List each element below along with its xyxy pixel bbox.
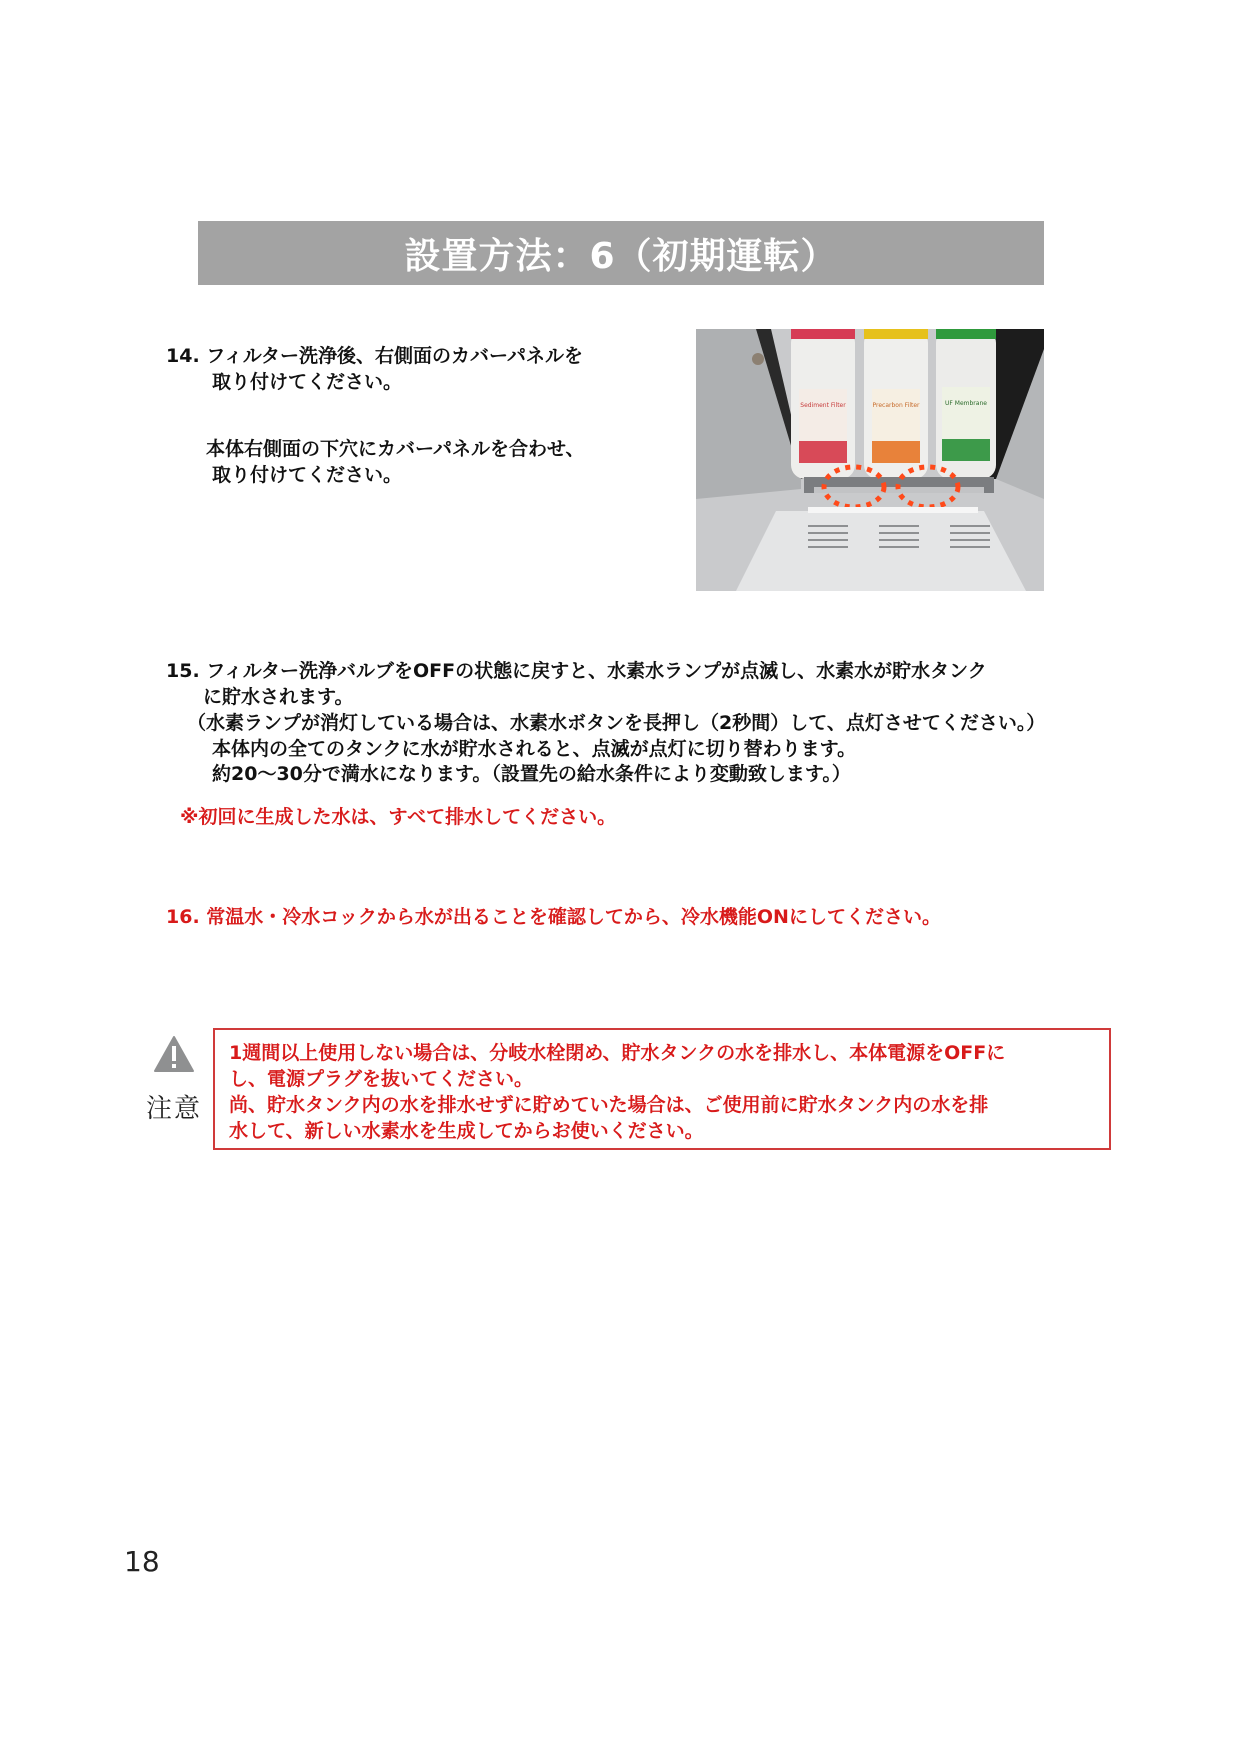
warning-triangle-icon [153, 1035, 195, 1073]
caution-line-3: 尚、貯水タンク内の水を排水せずに貯めていた場合は、ご使用前に貯水タンク内の水を排 [229, 1094, 989, 1116]
step16-line1: 16. 常温水・冷水コックから水が出ることを確認してから、冷水機能ONにしてください。 [166, 906, 941, 928]
page-title: 設置方法：6（初期運転） [404, 235, 838, 277]
caution-line-4: 水して、新しい水素水を生成してからお使いください。 [229, 1120, 704, 1142]
step15-note: ※初回に生成した水は、すべて排水してください。 [180, 806, 617, 828]
caution-line-1: 1週間以上使用しない場合は、分岐水栓閉め、貯水タンクの水を排水し、本体電源をOFFに [229, 1042, 1006, 1064]
page-number: 18 [124, 1545, 160, 1578]
svg-text:UF Membrane: UF Membrane [945, 400, 987, 407]
step15-line5: 約20〜30分で満水になります。（設置先の給水条件により変動致します。） [212, 763, 851, 785]
step15-line2: に貯水されます。 [203, 686, 354, 708]
step15-line1: 15. フィルター洗浄バルブをOFFの状態に戻すと、水素水ランプが点滅し、水素水が貯水タンク [166, 660, 987, 682]
svg-text:Sediment Filter: Sediment Filter [800, 402, 846, 409]
svg-text:Precarbon Filter: Precarbon Filter [872, 402, 920, 409]
caution-label: 注意 [146, 1094, 203, 1124]
step14-line2: 取り付けてください。 [212, 371, 403, 393]
step15-line3: （水素ランプが消灯している場合は、水素水ボタンを長押し（2秒間）して、点灯させてください。） [187, 712, 1046, 734]
section-title-bar [198, 221, 1044, 285]
installation-photo [696, 329, 1044, 591]
step14-line4: 取り付けてください。 [212, 464, 403, 486]
step15-line4: 本体内の全てのタンクに水が貯水されると、点滅が点灯に切り替わります。 [212, 738, 857, 760]
caution-line-2: し、電源プラグを抜いてください。 [229, 1068, 534, 1090]
caution-box [213, 1028, 1111, 1150]
step14-line1: 14. フィルター洗浄後、右側面のカバーパネルを [166, 345, 584, 367]
step14-line3: 本体右側面の下穴にカバーパネルを合わせ、 [206, 438, 585, 460]
